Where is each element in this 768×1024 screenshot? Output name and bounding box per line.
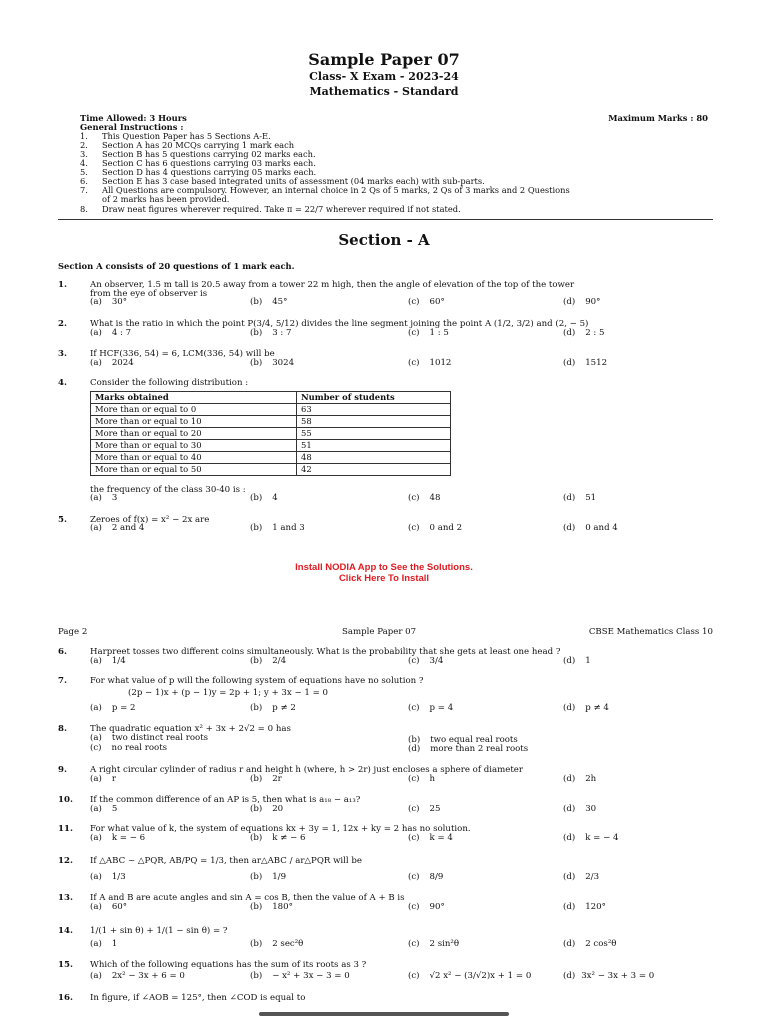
option-a[interactable]: (a) 1 <box>90 939 118 949</box>
instruction-item: 1. This Question Paper has 5 Sections A-E. <box>80 131 271 141</box>
table-cell: More than or equal to 40 <box>91 452 297 464</box>
table-cell: More than or equal to 30 <box>91 440 297 452</box>
instruction-item: 6. Section E has 3 case based integrated units of assessment (04 marks each) with sub-parts. <box>80 176 485 186</box>
option-a[interactable]: (a) 1/3 <box>90 872 126 882</box>
question-number: 15. <box>58 960 73 970</box>
table-cell: 48 <box>297 452 451 464</box>
table-row <box>91 464 451 476</box>
question-text: What is the ratio in which the point P(3/4, 5/12) divides the line segment joining the point A (1/2, 3/2) and (2, − 5) <box>90 319 589 329</box>
option-b[interactable]: (b) 4 <box>250 493 278 503</box>
running-subject: CBSE Mathematics Class 10 <box>588 627 713 637</box>
option-a[interactable]: (a) 5 <box>90 804 118 814</box>
promo-line[interactable]: Click Here To Install <box>338 573 430 584</box>
table-cell: More than or equal to 20 <box>91 428 297 440</box>
option-d[interactable]: (d) 0 and 4 <box>563 523 618 533</box>
option-c[interactable]: (c) 8/9 <box>408 872 444 882</box>
option-c[interactable]: (c) 1012 <box>408 358 452 368</box>
option-a[interactable]: (a) 60° <box>90 902 128 912</box>
option-b[interactable]: (b) p ≠ 2 <box>250 703 296 713</box>
question-text: Zeroes of f(x) = x² − 2x are <box>90 515 210 525</box>
table-cell: More than or equal to 0 <box>91 404 297 416</box>
option-c[interactable]: (c) 25 <box>408 804 441 814</box>
question-text: For what value of k, the system of equations kx + 3y = 1, 12x + ky = 2 has no solution. <box>90 824 471 834</box>
scrollbar[interactable] <box>259 1012 509 1016</box>
question-text: If the common difference of an AP is 5, then what is a₁₈ − a₁₃? <box>90 795 361 805</box>
option-b[interactable]: (b) 2r <box>250 774 282 784</box>
section-intro: Section A consists of 20 questions of 1 mark each. <box>58 261 295 271</box>
question-number: 13. <box>58 893 73 903</box>
option-a[interactable]: (a) 2024 <box>90 358 134 368</box>
question-text: the frequency of the class 30-40 is : <box>90 485 246 495</box>
question-text: If △ABC ~ △PQR, AB/PQ = 1/3, then ar△ABC / ar△PQR will be <box>90 856 362 866</box>
general-instructions-heading: General Instructions : <box>80 122 184 132</box>
option-c[interactable]: (c) h <box>408 774 436 784</box>
table-cell: 63 <box>297 404 451 416</box>
option-c[interactable]: (c) √2 x² − (3/√2)x + 1 = 0 <box>408 971 532 981</box>
option-a[interactable]: (a) two distinct real roots <box>90 733 209 743</box>
option-a[interactable]: (a) 2x² − 3x + 6 = 0 <box>90 971 185 981</box>
option-b[interactable]: (b) k ≠ − 6 <box>250 833 306 843</box>
option-b[interactable]: (b) 2/4 <box>250 656 287 666</box>
option-b[interactable]: (b) 1/9 <box>250 872 287 882</box>
option-d[interactable]: (d) 90° <box>563 297 601 307</box>
column-header: Marks obtained <box>91 392 297 404</box>
running-title: Sample Paper 07 <box>342 627 417 637</box>
option-b[interactable]: (b) − x² + 3x − 3 = 0 <box>250 971 350 981</box>
option-d[interactable]: (d) 2 : 5 <box>563 328 605 338</box>
table-cell: More than or equal to 10 <box>91 416 297 428</box>
option-b[interactable]: (b) 3024 <box>250 358 295 368</box>
table-row <box>91 428 451 440</box>
option-d[interactable]: (d) 3x² − 3x + 3 = 0 <box>563 971 655 981</box>
table-cell: 55 <box>297 428 451 440</box>
option-a[interactable]: (a) 4 : 7 <box>90 328 132 338</box>
instruction-item: 4. Section C has 6 questions carrying 03 marks each. <box>80 158 316 168</box>
instruction-item: of 2 marks has been provided. <box>102 194 230 204</box>
question-number: 14. <box>58 926 73 936</box>
question-number: 3. <box>58 349 67 359</box>
option-d[interactable]: (d) 1 <box>563 656 591 666</box>
instruction-item: 5. Section D has 4 questions carrying 05 marks each. <box>80 167 317 177</box>
option-b[interactable]: (b) 180° <box>250 902 293 912</box>
question-text: from the eye of observer is <box>90 289 208 299</box>
question-text: If A and B are acute angles and sin A = cos B, then the value of A + B is <box>90 893 405 903</box>
question-text: For what value of p will the following system of equations have no solution ? <box>90 676 424 686</box>
question-text: 1/(1 + sin θ) + 1/(1 − sin θ) = ? <box>90 926 228 936</box>
question-text: Consider the following distribution : <box>90 378 249 388</box>
distribution-table <box>90 391 451 476</box>
option-b[interactable]: (b) 2 sec²θ <box>250 939 304 949</box>
option-d[interactable]: (d) more than 2 real roots <box>408 744 529 754</box>
question-text: Which of the following equations has the sum of its roots as 3 ? <box>90 960 367 970</box>
option-c[interactable]: (c) no real roots <box>90 743 168 753</box>
option-d[interactable]: (d) 2/3 <box>563 872 600 882</box>
option-b[interactable]: (b) 20 <box>250 804 284 814</box>
question-number: 4. <box>58 378 67 388</box>
option-a[interactable]: (a) 30° <box>90 297 128 307</box>
option-b[interactable]: (b) two equal real roots <box>408 735 518 745</box>
install-app-link[interactable] <box>0 562 768 584</box>
option-d[interactable]: (d) 2h <box>563 774 597 784</box>
option-c[interactable]: (c) 2 sin²θ <box>408 939 460 949</box>
question-number: 8. <box>58 724 67 734</box>
promo-line[interactable]: Install NODIA App to See the Solutions. <box>295 562 473 573</box>
table-cell: 51 <box>297 440 451 452</box>
page-number: Page 2 <box>58 627 88 637</box>
option-b[interactable]: (b) 3 : 7 <box>250 328 292 338</box>
max-marks: Maximum Marks : 80 <box>608 113 708 123</box>
section-title: Section - A <box>338 231 430 249</box>
question-number: 2. <box>58 319 67 329</box>
option-c[interactable]: (c) 90° <box>408 902 445 912</box>
option-a[interactable]: (a) 2 and 4 <box>90 523 145 533</box>
option-c[interactable]: (c) 48 <box>408 493 441 503</box>
option-d[interactable]: (d) 2 cos²θ <box>563 939 617 949</box>
paper-title: Sample Paper 07 <box>308 50 460 69</box>
option-c[interactable]: (c) k = 4 <box>408 833 453 843</box>
table-row <box>91 416 451 428</box>
option-a[interactable]: (a) 3 <box>90 493 118 503</box>
table-header-row <box>91 392 451 404</box>
option-a[interactable]: (a) k = − 6 <box>90 833 146 843</box>
equation: (2p − 1)x + (p − 1)y = 2p + 1; y + 3x − 1 = 0 <box>128 688 328 698</box>
option-b[interactable]: (b) 1 and 3 <box>250 523 305 533</box>
option-c[interactable]: (c) 0 and 2 <box>408 523 463 533</box>
option-d[interactable]: (d) k = − 4 <box>563 833 619 843</box>
option-b[interactable]: (b) 45° <box>250 297 288 307</box>
option-c[interactable]: (c) p = 4 <box>408 703 454 713</box>
question-number: 16. <box>58 993 73 1003</box>
question-number: 1. <box>58 280 67 290</box>
question-text: A right circular cylinder of radius r and height h (where, h > 2r) just encloses a sphere of diameter <box>90 765 523 775</box>
option-d[interactable]: (d) 51 <box>563 493 597 503</box>
question-text: An observer, 1.5 m tall is 20.5 away from a tower 22 m high, then the angle of elevation of the top of the tower <box>90 280 575 290</box>
option-c[interactable]: (c) 3/4 <box>408 656 444 666</box>
question-number: 5. <box>58 515 67 525</box>
paper-class: Class- X Exam - 2023-24 <box>309 70 459 83</box>
question-text: In figure, if ∠AOB = 125°, then ∠COD is equal to <box>90 993 306 1003</box>
question-text: The quadratic equation x² + 3x + 2√2 = 0 has <box>90 724 291 734</box>
question-number: 10. <box>58 795 73 805</box>
paper-subject: Mathematics - Standard <box>309 85 459 98</box>
question-number: 7. <box>58 676 67 686</box>
instruction-item: 8. Draw neat figures wherever required. Take π = 22/7 wherever required if not stated. <box>80 204 461 214</box>
column-header: Number of students <box>297 392 451 404</box>
table-cell: 58 <box>297 416 451 428</box>
divider <box>58 219 713 220</box>
question-number: 11. <box>58 824 73 834</box>
option-d[interactable]: (d) 30 <box>563 804 597 814</box>
instruction-item: 3. Section B has 5 questions carrying 02 marks each. <box>80 149 316 159</box>
time-allowed: Time Allowed: 3 Hours <box>80 113 187 123</box>
option-c[interactable]: (c) 60° <box>408 297 445 307</box>
option-d[interactable]: (d) 120° <box>563 902 606 912</box>
table-cell: More than or equal to 50 <box>91 464 297 476</box>
question-text: Harpreet tosses two different coins simultaneously. What is the probability that she gets at least one head ? <box>90 647 561 657</box>
table-row <box>91 452 451 464</box>
table-row <box>91 404 451 416</box>
option-c[interactable]: (c) 1 : 5 <box>408 328 449 338</box>
question-text: If HCF(336, 54) = 6, LCM(336, 54) will be <box>90 349 275 359</box>
option-a[interactable]: (a) 1/4 <box>90 656 126 666</box>
option-a[interactable]: (a) p = 2 <box>90 703 136 713</box>
option-d[interactable]: (d) p ≠ 4 <box>563 703 609 713</box>
question-number: 6. <box>58 647 67 657</box>
instruction-item: 7. All Questions are compulsory. However, an internal choice in 2 Qs of 5 marks, 2 Qs of 3 marks and 2 Questions <box>80 185 570 195</box>
option-a[interactable]: (a) r <box>90 774 116 784</box>
instruction-item: 2. Section A has 20 MCQs carrying 1 mark each <box>80 140 295 150</box>
question-number: 9. <box>58 765 67 775</box>
table-cell: 42 <box>297 464 451 476</box>
table-row <box>91 440 451 452</box>
option-d[interactable]: (d) 1512 <box>563 358 608 368</box>
question-number: 12. <box>58 856 73 866</box>
